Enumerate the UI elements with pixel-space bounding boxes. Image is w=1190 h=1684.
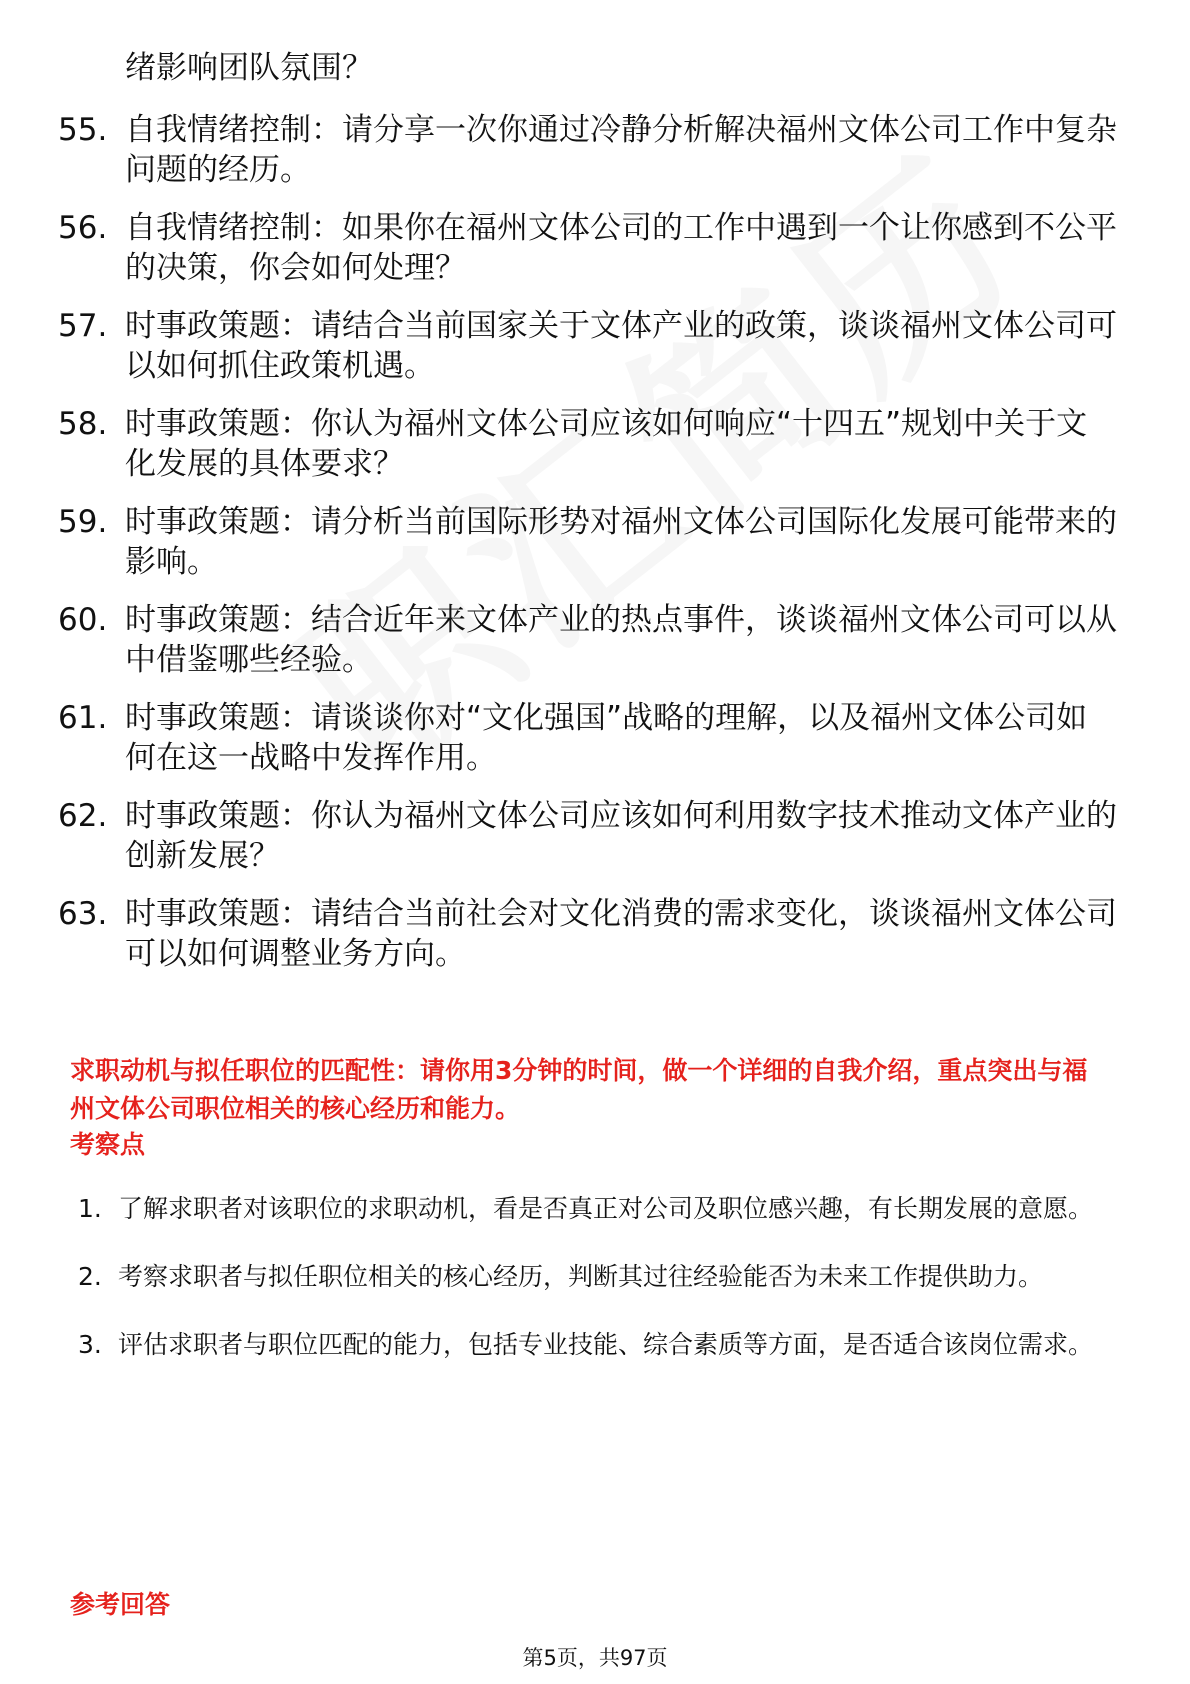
assessment-point (78, 1182, 1118, 1236)
question-number: 60. (58, 602, 108, 638)
question-number: 61. (58, 700, 108, 736)
point-number: 1. (78, 1194, 102, 1223)
question-item (58, 796, 1118, 876)
question-text: 时事政策题：请结合当前社会对文化消费的需求变化，谈谈福州文体公司可以如何调整业务方向。 (125, 896, 1117, 972)
question-text: 时事政策题：你认为福州文体公司应该如何响应“十四五”规划中关于文化发展的具体要求？ (125, 406, 1088, 482)
featured-question-heading: 求职动机与拟任职位的匹配性：请你用3分钟的时间，做一个详细的自我介绍，重点突出与福州文体公司职位相关的核心经历和能力。 (70, 1056, 1088, 1123)
question-text: 时事政策题：请谈谈你对“文化强国”战略的理解，以及福州文体公司如何在这一战略中发挥作用。 (125, 700, 1088, 776)
point-number: 2. (78, 1262, 102, 1291)
question-number: 59. (58, 504, 108, 540)
question-number: 56. (58, 210, 108, 246)
assessment-point (78, 1250, 1118, 1304)
page-footer: 第5页，共97页 (522, 1646, 668, 1670)
question-text: 时事政策题：结合近年来文体产业的热点事件，谈谈福州文体公司可以从中借鉴哪些经验。 (125, 602, 1117, 678)
question-text: 自我情绪控制：如果你在福州文体公司的工作中遇到一个让你感到不公平的决策，你会如何处理？ (125, 210, 1117, 286)
question-number: 55. (58, 112, 108, 148)
point-number: 3. (78, 1330, 102, 1359)
reference-answer-label: 参考回答 (70, 1590, 171, 1619)
point-text: 考察求职者与拟任职位相关的核心经历，判断其过往经验能否为未来工作提供助力。 (118, 1262, 1044, 1291)
question-item (58, 404, 1118, 484)
question-text: 时事政策题：你认为福州文体公司应该如何利用数字技术推动文体产业的创新发展？ (125, 798, 1117, 874)
question-item (58, 110, 1118, 190)
question-item (58, 502, 1118, 582)
question-item (58, 894, 1118, 974)
point-text: 了解求职者对该职位的求职动机，看是否真正对公司及职位感兴趣，有长期发展的意愿。 (118, 1194, 1094, 1223)
question-text: 时事政策题：请结合当前国家关于文体产业的政策，谈谈福州文体公司可以如何抓住政策机遇。 (125, 308, 1117, 384)
question-item (58, 600, 1118, 680)
question-number: 62. (58, 798, 108, 834)
question-item (58, 306, 1118, 386)
question-text: 自我情绪控制：请分享一次你通过冷静分析解决福州文体公司工作中复杂问题的经历。 (125, 112, 1117, 188)
question-number: 58. (58, 406, 108, 442)
point-text: 评估求职者与职位匹配的能力，包括专业技能、综合素质等方面，是否适合该岗位需求。 (118, 1330, 1094, 1359)
question-continuation: 绪影响团队氛围？ (125, 50, 373, 86)
question-number: 63. (58, 896, 108, 932)
question-item (58, 208, 1118, 288)
assessment-points (78, 1182, 1118, 1386)
assessment-label: 考察点 (70, 1130, 146, 1159)
assessment-point (78, 1318, 1118, 1372)
question-number: 57. (58, 308, 108, 344)
question-item (58, 698, 1118, 778)
question-list (58, 110, 1118, 992)
question-text: 时事政策题：请分析当前国际形势对福州文体公司国际化发展可能带来的影响。 (125, 504, 1117, 580)
